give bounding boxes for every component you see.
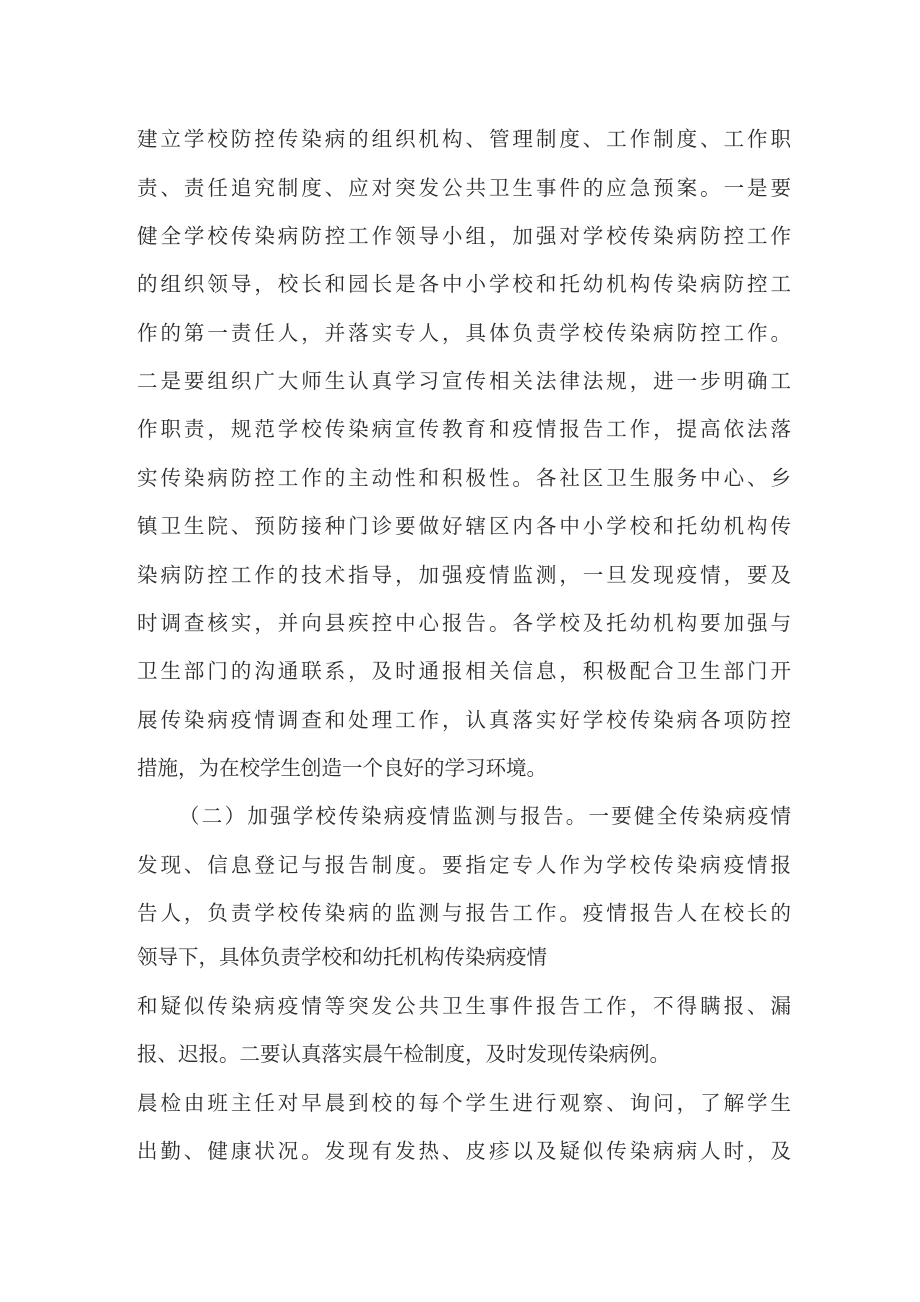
- text-line: 时调查核实，并向县疾控中心报告。各学校及托幼机构要加强与: [137, 611, 791, 635]
- text-line: 发现、信息登记与报告制度。要指定专人作为学校传染病疫情报: [137, 853, 791, 877]
- text-line: 镇卫生院、预防接种门诊要做好辖区内各中小学校和托幼机构传: [137, 514, 791, 538]
- text-line: 领导下，具体负责学校和幼托机构传染病疫情: [137, 945, 547, 969]
- text-line: 建立学校防控传染病的组织机构、管理制度、工作制度、工作职: [137, 127, 791, 151]
- text-line: 展传染病疫情调查和处理工作，认真落实好学校传染病各项防控: [137, 708, 791, 732]
- text-line: 实传染病防控工作的主动性和积极性。各社区卫生服务中心、乡: [137, 466, 791, 490]
- text-line: 出勤、健康状况。发现有发热、皮疹以及疑似传染病病人时，及: [137, 1139, 791, 1163]
- text-line: 染病防控工作的技术指导，加强疫情监测，一旦发现疫情，要及: [137, 563, 791, 587]
- text-line: 二是要组织广大师生认真学习宣传相关法律法规，进一步明确工: [137, 369, 791, 393]
- text-line: 的组织领导，校长和园长是各中小学校和托幼机构传染病防控工: [137, 272, 791, 296]
- text-line: 作职责，规范学校传染病宣传教育和疫情报告工作，提高依法落: [137, 417, 791, 441]
- text-line: 措施，为在校学生创造一个良好的学习环境。: [137, 756, 547, 780]
- text-line: 责、责任追究制度、应对突发公共卫生事件的应急预案。一是要: [137, 176, 791, 200]
- text-line: 告人，负责学校传染病的监测与报告工作。疫情报告人在校长的: [137, 901, 791, 925]
- text-line: 作的第一责任人，并落实专人，具体负责学校传染病防控工作。: [137, 321, 791, 345]
- text-line: （二）加强学校传染病疫情监测与报告。一要健全传染病疫情: [179, 804, 791, 828]
- text-line: 卫生部门的沟通联系，及时通报相关信息，积极配合卫生部门开: [137, 659, 791, 683]
- text-line: 和疑似传染病疫情等突发公共卫生事件报告工作，不得瞒报、漏: [137, 994, 791, 1018]
- text-line: 晨检由班主任对早晨到校的每个学生进行观察、询问，了解学生: [137, 1091, 791, 1115]
- text-line: 报、迟报。二要认真落实晨午检制度，及时发现传染病例。: [137, 1042, 670, 1066]
- text-line: 健全学校传染病防控工作领导小组，加强对学校传染病防控工作: [137, 224, 791, 248]
